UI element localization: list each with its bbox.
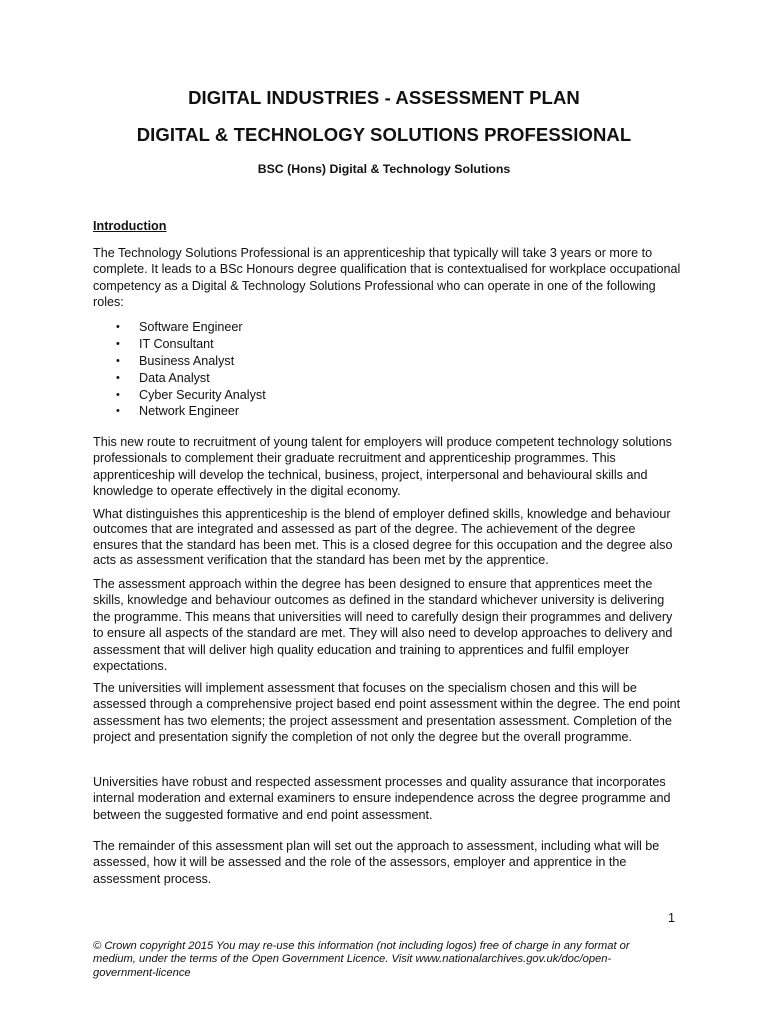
role-label: Software Engineer xyxy=(139,320,243,334)
list-item xyxy=(93,336,493,353)
paragraph-assessment-approach: The assessment approach within the degree has been designed to ensure that apprentices meet the skills, knowledge and behaviour outcomes as defined in the standard whichever university is delivering the programme. This means that universities will need to carefully design their programmes and delivery to ensure all aspects of the standard are met. They will also need to develop approaches to delivery and assessment that will deliver high quality education and training to apprentices and fulfil employer expectations. xyxy=(93,577,673,674)
list-item xyxy=(93,370,493,387)
role-label: Data Analyst xyxy=(139,370,210,385)
paragraph-remainder: The remainder of this assessment plan will set out the approach to assessment, including what will be assessed, how it will be assessed and the role of the assessors, employer and apprentice in the assessment process. xyxy=(93,839,660,886)
paragraph-recruitment: This new route to recruitment of young talent for employers will produce competent technology solutions professionals to complement their graduate recruitment and apprenticeship programmes. This apprenticeship will develop the technical, business, project, interpersonal and behavioural skills and knowledge to operate effectively in the digital economy. xyxy=(93,435,672,499)
role-label: Cyber Security Analyst xyxy=(139,387,266,402)
bullet-icon: • xyxy=(116,371,120,384)
document-subtitle-title: DIGITAL & TECHNOLOGY SOLUTIONS PROFESSIONAL xyxy=(136,124,632,145)
paragraph-distinguishes: What distinguishes this apprenticeship is the blend of employer defined skills, knowledge and behaviour outcomes that are integrated and assessed as part of the degree. The achievement of the degree ensures that the standard has been met. This is a closed degree for this occupation and the degree also acts as assessment verification that the standard has been met by the apprentice. xyxy=(93,507,673,568)
role-label: Business Analyst xyxy=(139,353,235,368)
bullet-icon: • xyxy=(116,354,120,367)
role-label: IT Consultant xyxy=(139,336,214,351)
copyright-footer: © Crown copyright 2015 You may re-use this information (not including logos) free of charge in any format or medium, under the terms of the Open Government Licence. Visit www.nationalarchives.gov.uk/doc/open-government-licence xyxy=(93,940,630,979)
list-item xyxy=(93,403,493,420)
role-label: Network Engineer xyxy=(139,404,240,419)
bullet-icon: • xyxy=(116,405,120,418)
paragraph-quality-assurance: Universities have robust and respected assessment processes and quality assurance that incorporates internal moderation and external examiners to ensure independence across the degree programme and between the suggested formative and end point assessment. xyxy=(93,775,671,822)
bullet-icon: • xyxy=(116,337,120,350)
footer-divider xyxy=(93,934,243,935)
section-heading-introduction: Introduction xyxy=(93,219,167,233)
degree-subtitle: BSC (Hons) Digital & Technology Solutions xyxy=(257,162,511,176)
bullet-icon: • xyxy=(116,388,120,401)
document-title: DIGITAL INDUSTRIES - ASSESSMENT PLAN xyxy=(188,87,580,108)
list-item xyxy=(93,353,493,370)
paragraph-intro: The Technology Solutions Professional is an apprenticeship that typically will take 3 years or more to complete. It leads to a BSc Honours degree qualification that is contextualised for workplace occupational competency as a Digital & Technology Solutions Professional who can operate in one of the following roles: xyxy=(93,246,681,310)
list-item xyxy=(93,319,493,336)
list-item xyxy=(93,387,493,404)
paragraph-universities-implement: The universities will implement assessment that focuses on the specialism chosen and this will be assessed through a comprehensive project based end point assessment within the degree. The end point assessment has two elements; the project assessment and presentation assessment. Completion of the project and presentation signify the completion of not only the degree but the overall programme. xyxy=(93,681,681,745)
roles-list xyxy=(93,319,493,420)
bullet-icon: • xyxy=(116,321,120,333)
page-number: 1 xyxy=(667,911,675,925)
